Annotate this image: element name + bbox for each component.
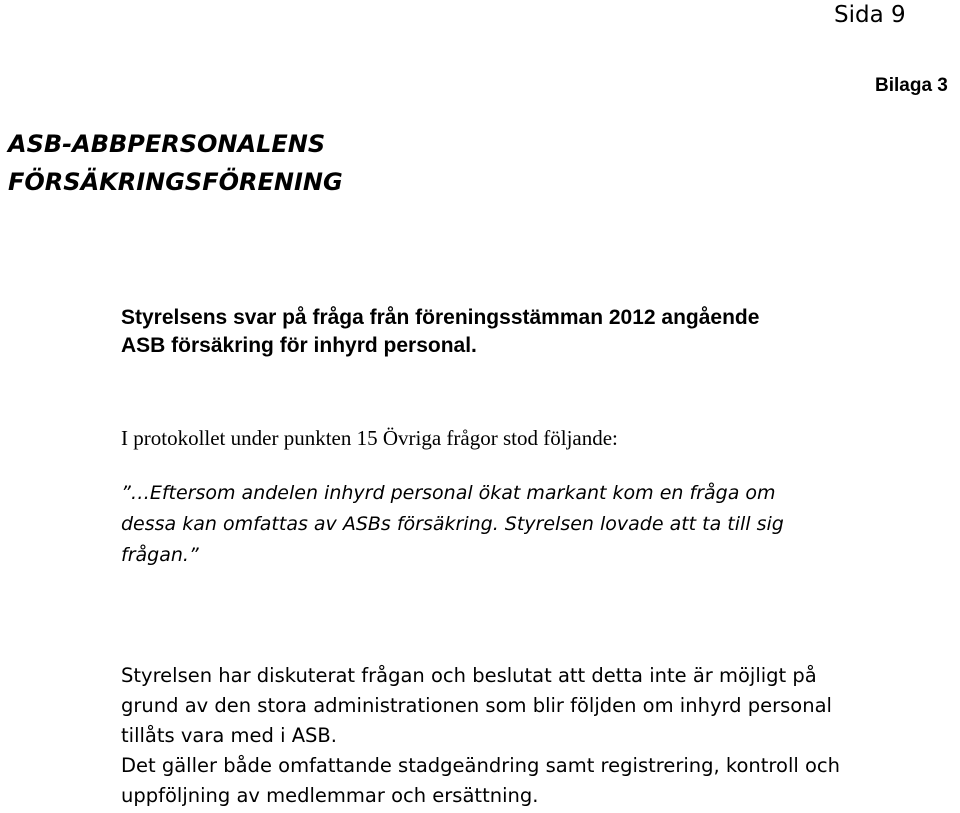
response-line-2: grund av den stora administrationen som blir följden om inhyrd personal xyxy=(121,694,832,717)
quote-line-3: frågan.” xyxy=(121,544,199,566)
page-number: Sida 9 xyxy=(834,2,906,28)
document-heading-line-2: ASB försäkring för inhyrd personal. xyxy=(121,334,477,357)
organization-name-line-2: FÖRSÄKRINGSFÖRENING xyxy=(8,168,343,196)
document-heading-line-1: Styrelsens svar på fråga från föreningsstämman 2012 angående xyxy=(121,306,760,329)
organization-name-line-1: ASB-ABBPERSONALENS xyxy=(8,130,326,158)
response-line-4: Det gäller både omfattande stadgeändring samt registrering, kontroll och xyxy=(121,754,840,777)
response-line-1: Styrelsen har diskuterat frågan och beslutat att detta inte är möjligt på xyxy=(121,664,817,687)
response-line-5: uppföljning av medlemmar och ersättning. xyxy=(121,784,539,807)
quote-line-1: ”…Eftersom andelen inhyrd personal ökat markant kom en fråga om xyxy=(121,482,776,504)
appendix-label: Bilaga 3 xyxy=(875,75,948,96)
quote-line-2: dessa kan omfattas av ASBs försäkring. Styrelsen lovade att ta till sig xyxy=(121,513,784,535)
intro-paragraph: I protokollet under punkten 15 Övriga frågor stod följande: xyxy=(121,426,618,450)
response-line-3: tillåts vara med i ASB. xyxy=(121,724,337,747)
